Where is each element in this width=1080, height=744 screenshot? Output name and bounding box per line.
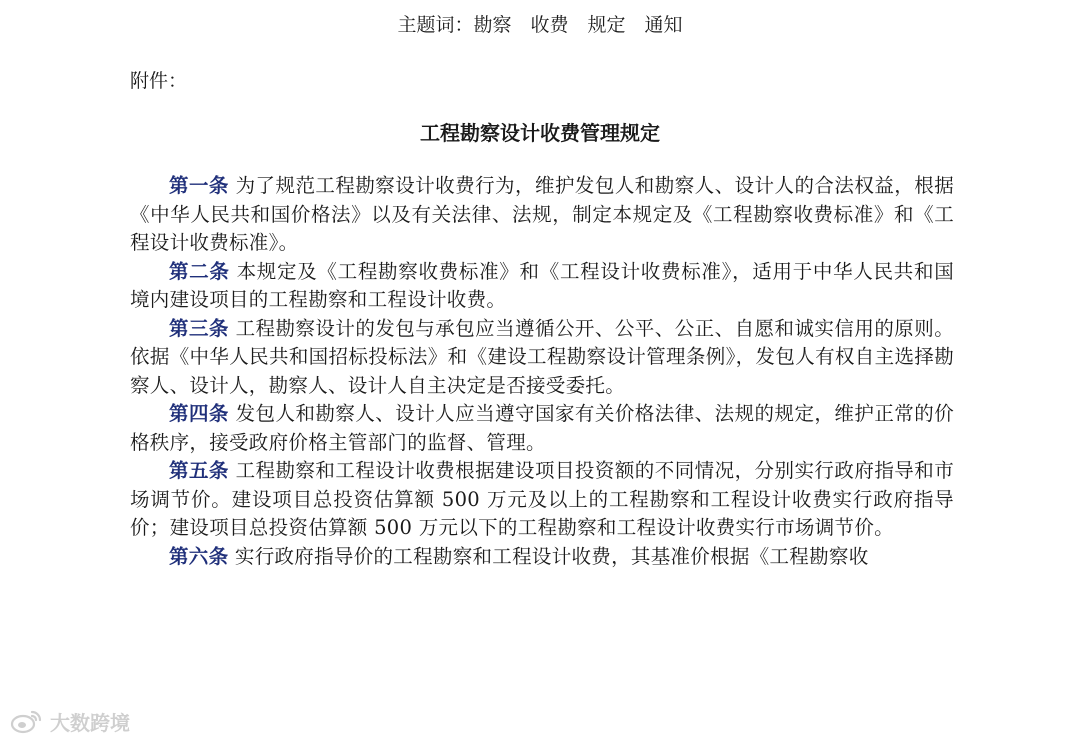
watermark-text: 大数跨境 [50, 710, 130, 735]
regulation-body [130, 172, 954, 571]
article-5 [130, 457, 954, 543]
article-3 [130, 315, 954, 401]
article-label: 第一条 [169, 174, 229, 197]
article-text: 实行政府指导价的工程勘察和工程设计收费，其基准价根据《工程勘察收 [234, 544, 869, 568]
article-6 [130, 543, 954, 572]
attachment-label: 附件： [130, 70, 188, 92]
article-label: 第三条 [169, 316, 229, 340]
article-text: 发包人和勘察人、设计人应当遵守国家有关价格法律、法规的规定，维护正常的价格秩序，接受政府价格主管部门的监督、管理。 [130, 402, 954, 454]
document-title: 工程勘察设计收费管理规定 [420, 121, 660, 145]
article-label: 第四条 [169, 402, 229, 425]
article-label: 第六条 [169, 544, 229, 568]
article-text: 工程勘察和工程设计收费根据建设项目投资额的不同情况，分别实行政府指导和市场调节价。建设项目总投资估算额 500 万元及以上的工程勘察和工程设计收费实行政府指导价；建设项目总投资估算额 500 万元以下的工程勘察和工程设计收费实行市场调节价。 [130, 459, 954, 539]
article-text: 工程勘察设计的发包与承包应当遵循公开、公平、公正、自愿和诚实信用的原则。 依据《中华人民共和国招标投标法》和《建设工程勘察设计管理条例》，发包人有权自主选择勘察人、设计人，勘察人、设计人自主决定是否接受委托。 [130, 316, 954, 397]
article-1 [130, 172, 954, 258]
article-text: 本规定及《工程勘察收费标准》和《工程设计收费标准》，适用于中华人民共和国境内建设项目的工程勘察和工程设计收费。 [130, 259, 954, 311]
article-4 [130, 400, 954, 457]
article-label: 第五条 [169, 459, 229, 482]
weibo-logo-icon [10, 708, 44, 734]
keywords-line: 主题词：勘察 收费 规定 通知 [397, 14, 683, 36]
article-2 [130, 258, 954, 315]
article-text: 为了规范工程勘察设计收费行为，维护发包人和勘察人、设计人的合法权益，根据《中华人民共和国价格法》以及有关法律、法规，制定本规定及《工程勘察收费标准》和《工程设计收费标准》。 [130, 174, 954, 254]
article-label: 第二条 [169, 259, 230, 283]
watermark [10, 706, 130, 736]
